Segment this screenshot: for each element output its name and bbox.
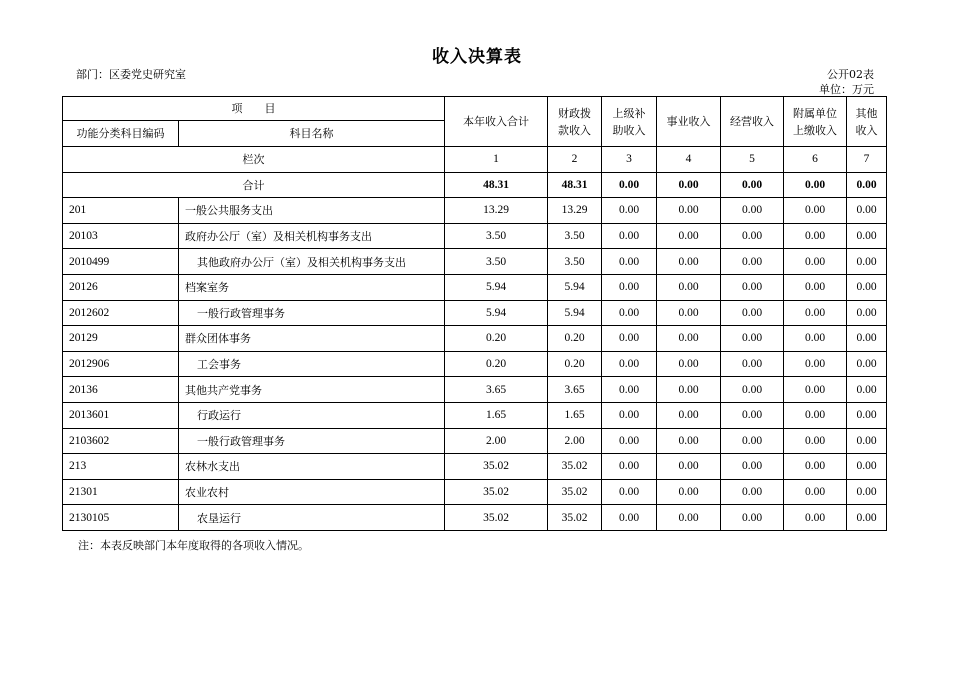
row-code: 20103 (63, 223, 179, 249)
column-index-1: 1 (445, 147, 548, 173)
header-business: 事业收入 (657, 97, 721, 147)
row-value: 0.00 (847, 300, 887, 326)
row-subject-name: 农垦运行 (179, 505, 445, 531)
row-subject-name: 农林水支出 (179, 454, 445, 480)
table-note: 注：本表反映部门本年度取得的各项收入情况。 (78, 539, 309, 552)
row-value: 0.20 (445, 326, 548, 352)
row-value: 0.00 (784, 223, 847, 249)
row-value: 0.00 (847, 351, 887, 377)
header-other (847, 97, 887, 147)
header-operating: 经营收入 (721, 97, 784, 147)
row-value: 0.00 (721, 300, 784, 326)
row-value: 0.20 (445, 351, 548, 377)
row-value: 0.00 (847, 249, 887, 275)
row-value: 0.00 (784, 326, 847, 352)
row-value: 0.00 (657, 274, 721, 300)
row-value: 1.65 (548, 402, 602, 428)
row-value: 0.00 (784, 300, 847, 326)
header-other-line2: 收入 (855, 123, 878, 137)
row-value: 0.00 (847, 377, 887, 403)
table-row (63, 351, 887, 377)
row-value: 0.20 (548, 351, 602, 377)
table-row (63, 300, 887, 326)
total-label: 合计 (63, 172, 445, 198)
row-subject-name: 工会事务 (179, 351, 445, 377)
row-value: 0.00 (602, 505, 657, 531)
row-value: 0.00 (721, 479, 784, 505)
header-item: 项 目 (63, 97, 445, 121)
row-subject-name: 群众团体事务 (179, 326, 445, 352)
row-subject-name: 一般行政管理事务 (179, 428, 445, 454)
total-row (63, 172, 887, 198)
row-value: 0.00 (657, 300, 721, 326)
row-value: 0.00 (847, 505, 887, 531)
row-value: 0.00 (784, 505, 847, 531)
column-index-6: 6 (784, 147, 847, 173)
row-subject-name: 政府办公厅（室）及相关机构事务支出 (179, 223, 445, 249)
table-row (63, 223, 887, 249)
row-value: 0.00 (602, 326, 657, 352)
row-value: 0.00 (657, 249, 721, 275)
table-row (63, 198, 887, 224)
row-code: 20136 (63, 377, 179, 403)
row-value: 3.50 (445, 223, 548, 249)
column-index-5: 5 (721, 147, 784, 173)
row-value: 0.00 (784, 377, 847, 403)
header-other-line1: 其他 (855, 106, 878, 120)
row-code: 21301 (63, 479, 179, 505)
row-value: 35.02 (548, 505, 602, 531)
total-value: 0.00 (784, 172, 847, 198)
row-value: 35.02 (445, 454, 548, 480)
header-affiliated (784, 97, 847, 147)
table-row (63, 249, 887, 275)
row-value: 0.00 (784, 351, 847, 377)
row-value: 5.94 (445, 274, 548, 300)
row-value: 0.00 (657, 454, 721, 480)
header-fiscal-line2: 款收入 (558, 123, 591, 137)
header-subject-name: 科目名称 (179, 121, 445, 147)
row-value: 0.00 (602, 300, 657, 326)
row-value: 5.94 (445, 300, 548, 326)
total-value: 0.00 (847, 172, 887, 198)
total-value: 0.00 (657, 172, 721, 198)
unit-label: 单位：万元 (819, 83, 874, 96)
header-fiscal (548, 97, 602, 147)
row-value: 3.50 (445, 249, 548, 275)
header-superior-line2: 助收入 (612, 123, 646, 137)
row-value: 35.02 (548, 454, 602, 480)
row-subject-name: 一般公共服务支出 (179, 198, 445, 224)
row-code: 20126 (63, 274, 179, 300)
form-code-label: 公开02表 (827, 68, 874, 81)
row-subject-name: 农业农村 (179, 479, 445, 505)
row-subject-name: 行政运行 (179, 402, 445, 428)
header-func-code: 功能分类科目编码 (63, 121, 179, 147)
row-value: 5.94 (548, 274, 602, 300)
row-code: 2012602 (63, 300, 179, 326)
row-value: 0.00 (721, 454, 784, 480)
row-value: 0.00 (784, 249, 847, 275)
header-total-income: 本年收入合计 (445, 97, 548, 147)
row-value: 0.00 (602, 351, 657, 377)
row-value: 0.00 (657, 223, 721, 249)
row-value: 3.65 (548, 377, 602, 403)
table-row (63, 402, 887, 428)
row-value: 2.00 (548, 428, 602, 454)
row-value: 0.00 (602, 377, 657, 403)
total-value: 0.00 (721, 172, 784, 198)
row-value: 0.00 (721, 351, 784, 377)
row-value: 0.00 (657, 198, 721, 224)
row-value: 0.00 (784, 402, 847, 428)
row-value: 13.29 (445, 198, 548, 224)
row-value: 0.00 (657, 479, 721, 505)
row-subject-name: 其他政府办公厅（室）及相关机构事务支出 (179, 249, 445, 275)
row-value: 0.00 (784, 479, 847, 505)
row-value: 0.00 (784, 198, 847, 224)
department-label: 部门：区委党史研究室 (76, 68, 186, 81)
row-subject-name: 其他共产党事务 (179, 377, 445, 403)
row-value: 0.00 (721, 198, 784, 224)
row-code: 20129 (63, 326, 179, 352)
row-value: 0.00 (847, 274, 887, 300)
row-value: 0.00 (602, 454, 657, 480)
row-value: 0.00 (721, 249, 784, 275)
row-value: 0.00 (847, 428, 887, 454)
row-value: 0.00 (847, 402, 887, 428)
row-value: 0.00 (847, 223, 887, 249)
table-row (63, 326, 887, 352)
row-value: 0.00 (657, 402, 721, 428)
row-value: 0.00 (602, 198, 657, 224)
row-value: 2.00 (445, 428, 548, 454)
row-value: 0.00 (847, 326, 887, 352)
row-value: 0.00 (784, 454, 847, 480)
row-subject-name: 档案室务 (179, 274, 445, 300)
table-row (63, 274, 887, 300)
row-value: 35.02 (445, 505, 548, 531)
row-value: 0.00 (657, 505, 721, 531)
column-index-3: 3 (602, 147, 657, 173)
row-value: 0.00 (721, 505, 784, 531)
row-value: 0.00 (784, 428, 847, 454)
row-value: 0.00 (602, 249, 657, 275)
row-value: 0.00 (602, 428, 657, 454)
row-value: 0.00 (721, 428, 784, 454)
row-value: 3.65 (445, 377, 548, 403)
row-value: 0.00 (847, 454, 887, 480)
row-value: 3.50 (548, 249, 602, 275)
row-value: 35.02 (548, 479, 602, 505)
row-code: 201 (63, 198, 179, 224)
row-value: 0.00 (602, 223, 657, 249)
row-value: 35.02 (445, 479, 548, 505)
header-superior-line1: 上级补 (612, 106, 646, 120)
page-title: 收入决算表 (432, 47, 522, 67)
row-value: 0.00 (657, 351, 721, 377)
column-index-7: 7 (847, 147, 887, 173)
table-row (63, 377, 887, 403)
row-value: 0.00 (847, 198, 887, 224)
header-affiliated-line1: 附属单位 (793, 106, 837, 120)
row-value: 0.00 (657, 428, 721, 454)
table-row (63, 428, 887, 454)
table-row (63, 505, 887, 531)
header-fiscal-line1: 财政拨 (558, 106, 591, 120)
row-value: 1.65 (445, 402, 548, 428)
row-value: 0.00 (721, 223, 784, 249)
row-code: 2013601 (63, 402, 179, 428)
row-value: 0.00 (602, 274, 657, 300)
row-value: 0.00 (721, 326, 784, 352)
header-affiliated-line2: 上缴收入 (793, 123, 837, 137)
row-value: 0.20 (548, 326, 602, 352)
row-value: 0.00 (602, 479, 657, 505)
header-superior (602, 97, 657, 147)
column-index-4: 4 (657, 147, 721, 173)
row-value: 5.94 (548, 300, 602, 326)
row-value: 0.00 (784, 274, 847, 300)
row-value: 0.00 (602, 402, 657, 428)
row-value: 0.00 (847, 479, 887, 505)
income-table (62, 96, 887, 531)
row-code: 2012906 (63, 351, 179, 377)
table-row (63, 454, 887, 480)
row-code: 2010499 (63, 249, 179, 275)
row-value: 0.00 (657, 326, 721, 352)
row-code: 2130105 (63, 505, 179, 531)
row-value: 3.50 (548, 223, 602, 249)
row-value: 0.00 (721, 402, 784, 428)
row-code: 2103602 (63, 428, 179, 454)
row-value: 13.29 (548, 198, 602, 224)
total-value: 48.31 (548, 172, 602, 198)
column-index-label: 栏次 (63, 147, 445, 173)
total-value: 0.00 (602, 172, 657, 198)
total-value: 48.31 (445, 172, 548, 198)
table-row (63, 479, 887, 505)
row-code: 213 (63, 454, 179, 480)
column-index-row (63, 147, 887, 173)
column-index-2: 2 (548, 147, 602, 173)
row-subject-name: 一般行政管理事务 (179, 300, 445, 326)
row-value: 0.00 (721, 377, 784, 403)
row-value: 0.00 (657, 377, 721, 403)
row-value: 0.00 (721, 274, 784, 300)
